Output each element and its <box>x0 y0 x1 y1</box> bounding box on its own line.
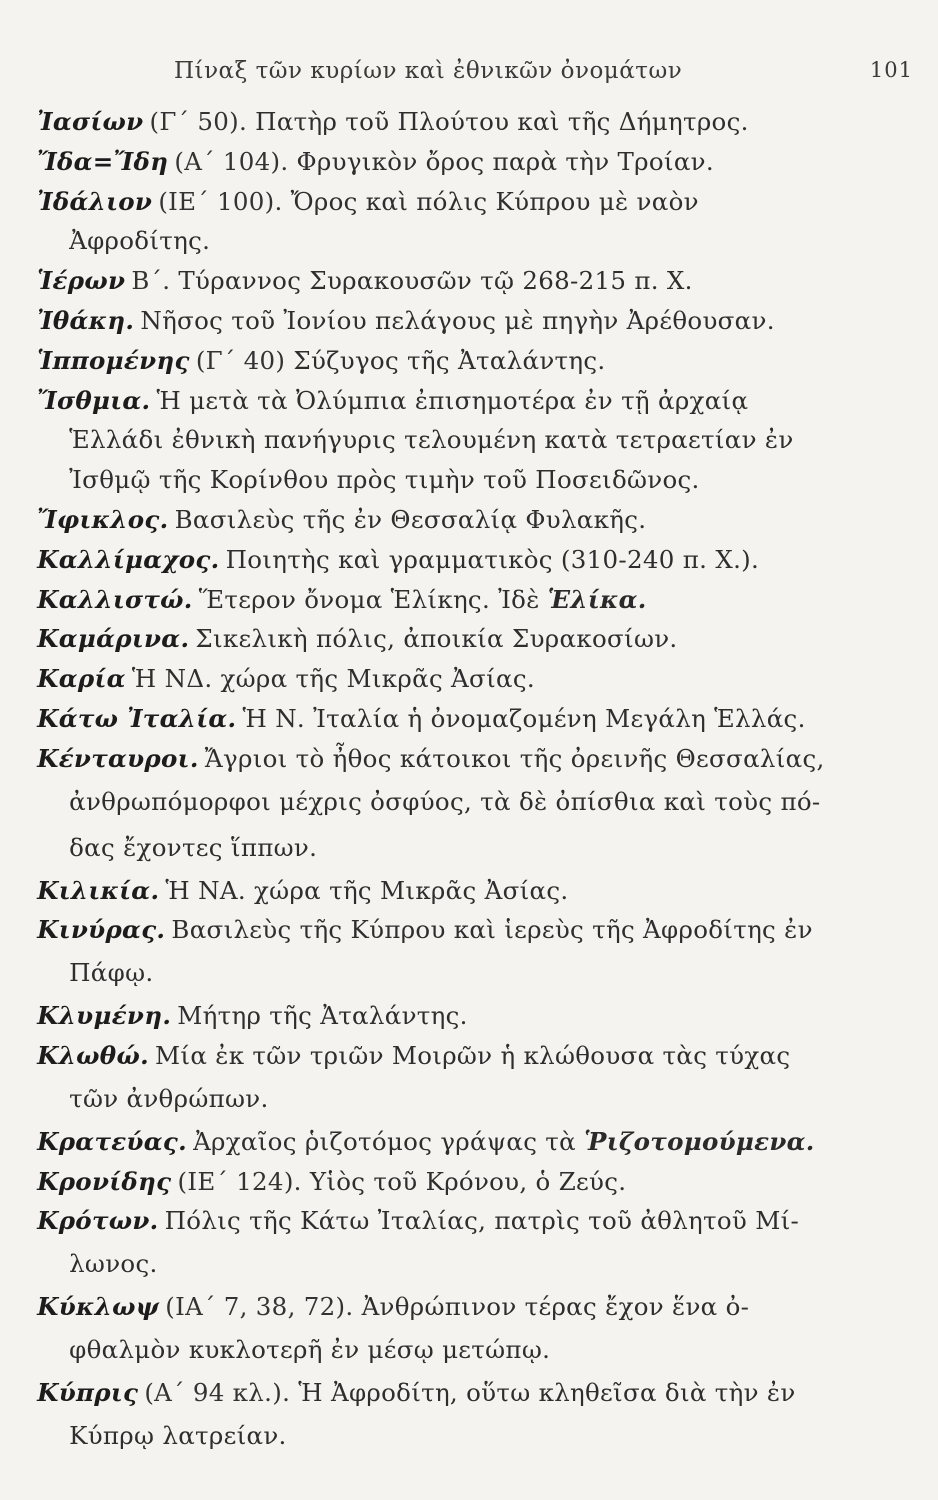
entry-headword: Ἱππομένης <box>37 345 190 375</box>
entry-definition: Ἀρχαῖος ῥιζοτόμος γράψας τὰ <box>193 1126 576 1156</box>
entry-continuation: τῶν ἀνθρώπων. <box>69 1083 269 1113</box>
entry-reference: (Α΄ 104). <box>174 146 297 176</box>
entry-headword: Καλλιστώ. <box>37 584 193 614</box>
index-entry <box>34 142 848 182</box>
entry-reference: Β΄. <box>131 266 179 296</box>
index-entry <box>34 341 848 381</box>
entry-headword: Ἴδα=Ἴδη <box>37 146 169 176</box>
index-entry <box>34 1162 848 1202</box>
index-entry <box>34 182 848 262</box>
entry-headword: Κρότων. <box>37 1206 159 1236</box>
index-entry <box>34 1373 848 1459</box>
entry-continuation: δας ἔχοντες ἵππων. <box>69 832 318 862</box>
entry-reference: (Γ΄ 40) <box>195 345 294 375</box>
page-header <box>34 58 913 96</box>
entry-definition: Πατὴρ τοῦ Πλούτου καὶ τῆς Δήμητρος. <box>255 107 749 136</box>
entry-headword: Κλυμένη. <box>37 1001 172 1031</box>
page-number: 101 <box>869 58 913 82</box>
entry-emphasis: Ἑλίκα. <box>547 584 647 614</box>
entry-headword: Καμάρινα. <box>37 624 190 654</box>
entry-headword: Ἴσθμια. <box>37 385 151 415</box>
entry-definition: Σικελικὴ πόλις, ἀποικία Συρακοσίων. <box>195 624 678 654</box>
entry-continuation: ἀνθρωπόμορφοι μέχρις ὀσφύος, τὰ δὲ ὀπίσθια καὶ τοὺς πό- <box>69 786 821 816</box>
index-entry <box>34 301 848 341</box>
index-entry <box>34 739 848 871</box>
entry-reference: (ΙΑ΄ 7, 38, 72). <box>165 1292 362 1322</box>
entry-reference: (Γ΄ 50). <box>149 107 256 136</box>
index-entry <box>34 102 848 142</box>
entry-definition: Ἡ Ἀφροδίτη, οὕτω κληθεῖσα διὰ τὴν ἐν <box>298 1377 796 1407</box>
entry-reference: (ΙΕ΄ 124). <box>177 1166 310 1196</box>
entry-definition: Ἡ Ν. Ἰταλία ἡ ὀνομαζομένη Μεγάλη Ἑλλάς. <box>242 703 806 733</box>
entry-headword: Ἰδάλιον <box>37 186 153 216</box>
entry-definition: Τύραννος Συρακουσῶν τῷ 268-215 π. Χ. <box>178 266 693 296</box>
index-entry <box>34 540 848 580</box>
entry-continuation: Κύπρῳ λατρείαν. <box>69 1420 287 1450</box>
entry-headword: Κρονίδης <box>37 1166 172 1196</box>
index-entry <box>34 580 848 620</box>
entry-headword: Κρατεύας. <box>37 1126 187 1156</box>
entry-definition: Ἡ ΝΑ. χώρα τῆς Μικρᾶς Ἀσίας. <box>165 875 569 905</box>
entry-emphasis: Ῥιζοτομούμενα. <box>584 1126 815 1156</box>
entry-headword: Ἰθάκη. <box>37 305 135 335</box>
entry-definition: Μήτηρ τῆς Ἀταλάντης. <box>177 1001 468 1031</box>
index-entry <box>34 699 848 739</box>
index-entry <box>34 910 848 996</box>
entry-definition: Ποιητὴς καὶ γραμματικὸς (310-240 π. Χ.). <box>225 544 760 574</box>
index-entries <box>34 102 848 1459</box>
entry-definition: Ὄρος καὶ πόλις Κύπρου μὲ ναὸν <box>290 186 699 216</box>
entry-definition: Σύζυγος τῆς Ἀταλάντης. <box>293 345 606 375</box>
entry-definition: Ἕτερον ὄνομα Ἑλίκης. Ἰδὲ <box>198 584 540 614</box>
entry-headword: Κινύρας. <box>37 915 166 945</box>
entry-headword: Ἴφικλος. <box>37 504 169 534</box>
index-entry <box>34 1122 848 1162</box>
entry-continuation: Ἀφροδίτης. <box>69 226 211 256</box>
entry-definition: Φρυγικὸν ὄρος παρὰ τὴν Τροίαν. <box>296 146 714 176</box>
entry-headword: Κύπρις <box>37 1377 139 1407</box>
entry-reference: (ΙΕ΄ 100). <box>158 186 291 216</box>
index-entry <box>34 261 848 301</box>
entry-continuation: λωνος. <box>69 1249 158 1279</box>
entry-headword: Κιλικία. <box>37 875 160 905</box>
entry-continuation: Ἑλλάδι ἐθνικὴ πανήγυρις τελουμένη κατὰ τετραετίαν ἐν <box>69 425 794 455</box>
entry-headword: Κάτω Ἰταλία. <box>37 703 237 733</box>
index-entry <box>34 1287 848 1373</box>
index-entry <box>34 381 848 500</box>
entry-headword: Κένταυροι. <box>37 743 199 773</box>
entry-definition: Πόλις τῆς Κάτω Ἰταλίας, πατρὶς τοῦ ἀθλητοῦ Μί- <box>164 1206 800 1236</box>
index-entry <box>34 871 848 911</box>
entry-headword: Ἱέρων <box>37 266 126 296</box>
index-entry <box>34 619 848 659</box>
entry-continuation: Ἰσθμῷ τῆς Κορίνθου πρὸς τιμὴν τοῦ Ποσειδῶνος. <box>69 465 700 495</box>
entry-definition: Βασιλεὺς τῆς Κύπρου καὶ ἱερεὺς τῆς Ἀφροδίτης ἐν <box>171 915 813 945</box>
entry-continuation: φθαλμὸν κυκλοτερῆ ἐν μέσῳ μετώπῳ. <box>69 1334 551 1364</box>
entry-definition: Υἱὸς τοῦ Κρόνου, ὁ Ζεύς. <box>309 1166 627 1196</box>
entry-headword: Κύκλωψ <box>37 1292 160 1322</box>
index-entry <box>34 659 848 699</box>
entry-headword: Καλλίμαχος. <box>37 544 220 574</box>
index-entry <box>34 1036 848 1122</box>
entry-headword: Καρία <box>37 664 126 694</box>
running-title: Πίναξ τῶν κυρίων καὶ ἐθνικῶν ὀνομάτων <box>174 58 683 84</box>
entry-definition: Νῆσος τοῦ Ἰονίου πελάγους μὲ πηγὴν Ἀρέθουσαν. <box>140 305 775 335</box>
entry-definition: Ἡ μετὰ τὰ Ὀλύμπια ἐπισημοτέρα ἐν τῇ ἀρχαίᾳ <box>156 385 749 415</box>
entry-definition: Ἄγριοι τὸ ἦθος κάτοικοι τῆς ὀρεινῆς Θεσσαλίας, <box>204 743 825 773</box>
entry-headword: Κλωθώ. <box>37 1040 149 1070</box>
entry-definition: Ἀνθρώπινον τέρας ἔχον ἕνα ὀ- <box>361 1292 750 1322</box>
index-entry <box>34 1201 848 1287</box>
index-entry <box>34 996 848 1036</box>
index-entry <box>34 500 848 540</box>
entry-definition: Μία ἐκ τῶν τριῶν Μοιρῶν ἡ κλώθουσα τὰς τύχας <box>155 1040 791 1070</box>
entry-definition: Ἡ ΝΔ. χώρα τῆς Μικρᾶς Ἀσίας. <box>131 664 535 694</box>
entry-definition: Βασιλεὺς τῆς ἐν Θεσσαλίᾳ Φυλακῆς. <box>174 504 647 534</box>
entry-reference: (Α΄ 94 κλ.). <box>144 1377 299 1407</box>
entry-continuation: Πάφῳ. <box>69 958 154 988</box>
entry-headword: Ἰασίων <box>37 107 144 136</box>
